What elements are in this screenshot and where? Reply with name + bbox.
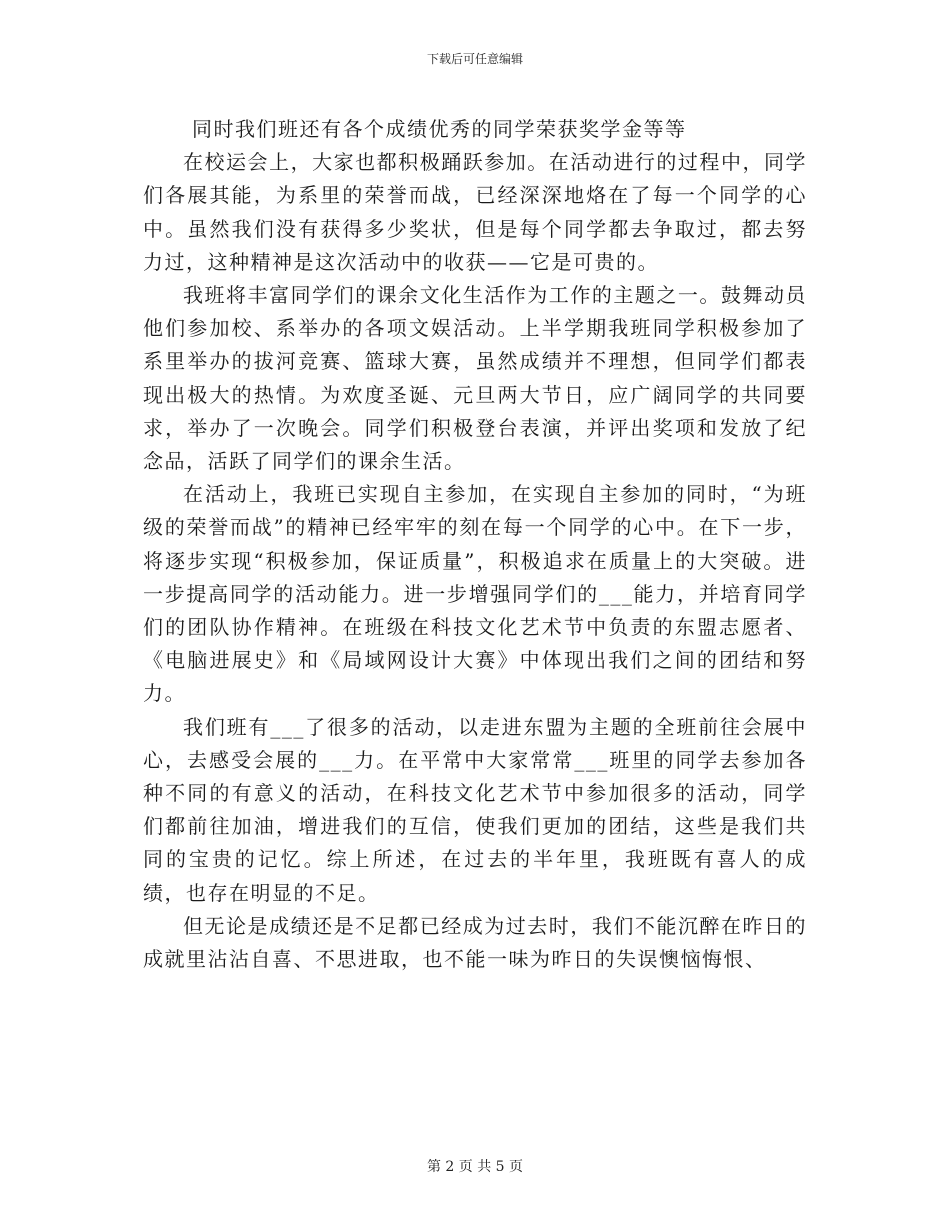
page-footer: 第 2 页 共 5 页 (426, 1159, 524, 1175)
paragraph: 我们班有___了很多的活动，以走进东盟为主题的全班前往会展中心，去感受会展的___力。在平常中大家常常___班里的同学去参加各种不同的有意义的活动，在科技文化艺术节中参加很多的活动，同学们都前往加油，增进我们的互信，使我们更加的团结，这些是我们共同的宝贵的记忆。综上所述，在过去的半年里，我班既有喜人的成绩，也存在明显的不足。 (143, 714, 807, 905)
page-header: 下载后可任意编辑 (426, 52, 523, 66)
paragraph: 在校运会上，大家也都积极踊跃参加。在活动进行的过程中，同学们各展其能，为系里的荣誉而战，已经深深地烙在了每一个同学的心中。虽然我们没有获得多少奖状，但是每个同学都去争取过，都去努力过，这种精神是这次活动中的收获——它是可贵的。 (143, 150, 807, 274)
paragraph: 我班将丰富同学们的课余文化生活作为工作的主题之一。鼓舞动员他们参加校、系举办的各项文娱活动。上半学期我班同学积极参加了系里举办的拔河竞赛、篮球大赛，虽然成绩并不理想，但同学们都表现出极大的热情。为欢度圣诞、元旦两大节日，应广阔同学的共同要求，举办了一次晚会。同学们积极登台表演，并评出奖项和发放了纪念品，活跃了同学们的课余生活。 (143, 283, 807, 474)
document-body (143, 113, 807, 976)
paragraph: 但无论是成绩还是不足都已经成为过去时，我们不能沉醉在昨日的成就里沾沾自喜、不思进取，也不能一味为昨日的失误懊恼悔恨、 (143, 913, 807, 972)
paragraph: 在活动上，我班已实现自主参加，在实现自主参加的同时，“为班级的荣誉而战”的精神已经牢牢的刻在每一个同学的心中。在下一步，将逐步实现“积极参加，保证质量”，积极追求在质量上的大突破。进一步提高同学的活动能力。进一步增强同学们的___能力，并培育同学们的团队协作精神。在班级在科技文化艺术节中负责的东盟志愿者、《电脑进展史》和《局域网设计大赛》中体现出我们之间的团结和努力。 (143, 482, 807, 706)
paragraph: 同时我们班还有各个成绩优秀的同学荣获奖学金等等 (192, 117, 687, 141)
